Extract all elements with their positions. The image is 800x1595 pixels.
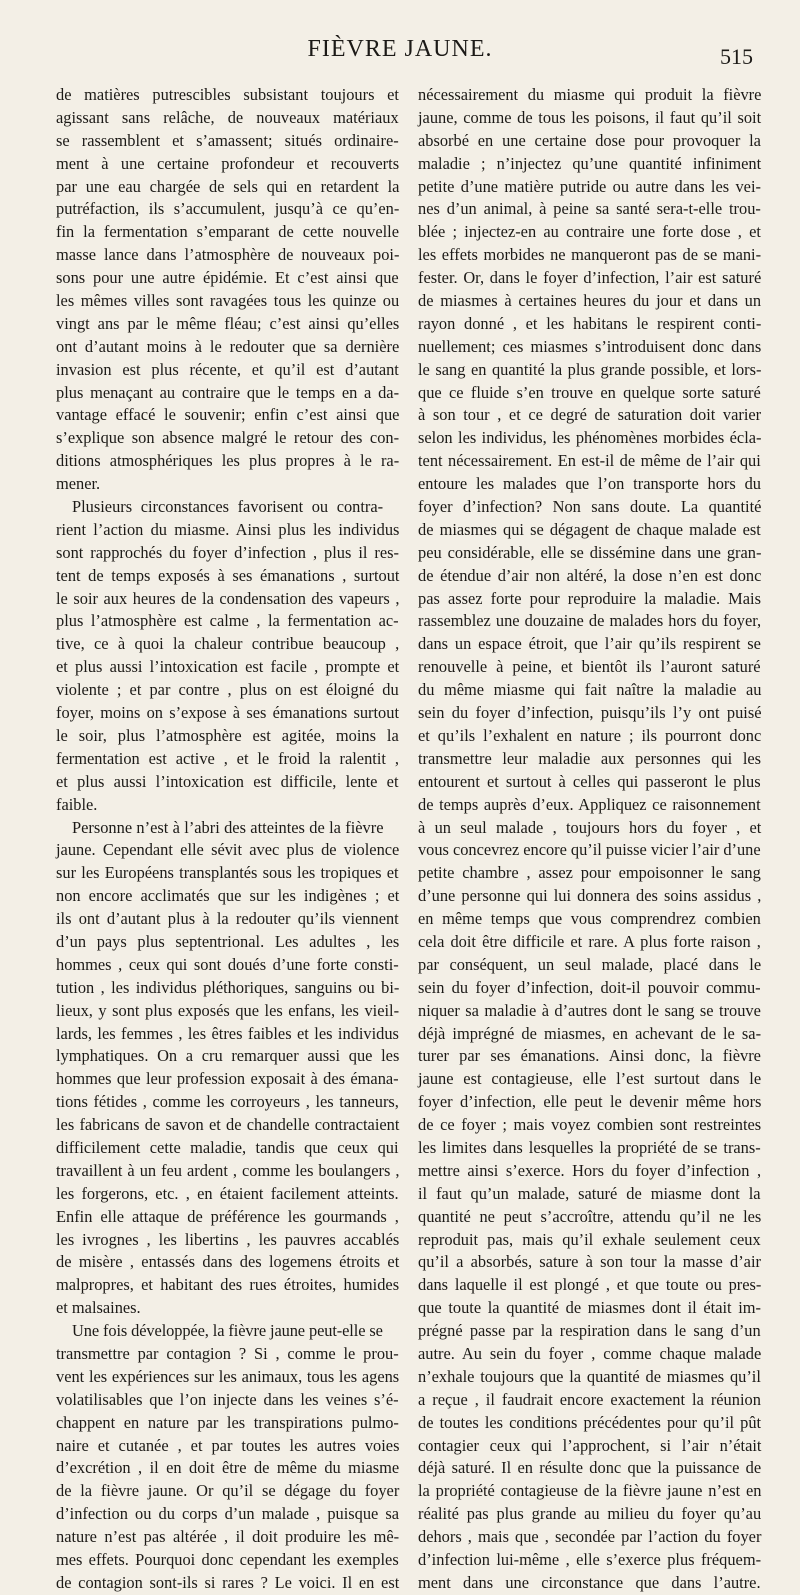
text-line: selon les individus, les phénomènes morbides écla- <box>418 428 762 448</box>
text-line: fin la fermentation s’emparant de cette nouvelle <box>56 222 400 242</box>
text-line: nuellement; ces miasmes s’introduisent donc dans <box>418 336 762 356</box>
text-line: plus menaçant au contraire que le temps en a da- <box>56 382 400 402</box>
text-line: reproduit pas, mais qu’il exhale seulement ceux <box>418 1229 761 1249</box>
text-line: les fabricans de savon et de chandelle contractaient <box>56 1115 400 1135</box>
text-line: lards, les femmes , les êtres faibles et les individus <box>56 1023 399 1043</box>
text-line: les effets morbides ne manqueront pas de se mani- <box>418 245 762 265</box>
text-line: que ce fluide s’en trouve en quelque sorte saturé <box>418 382 761 402</box>
text-line: foyer d’infection? Non sans doute. La quantité <box>418 497 762 517</box>
text-line: travaillent à un feu ardent , comme les boulangers , <box>56 1160 400 1180</box>
text-line: mettre ainsi s’exerce. Hors du foyer d’infection , <box>418 1160 762 1180</box>
text-line: de miasmes à certaines heures du jour et dans un <box>418 291 762 311</box>
text-line: la propriété contagieuse de la fièvre jaune n’est en <box>418 1481 762 1501</box>
text-line: malpropres, et habitant des rues étroites, humides <box>56 1275 400 1295</box>
text-line: ils ont d’autant plus à la redouter qu’ils viennent <box>56 909 399 929</box>
text-line: tions fétides , comme les corroyeurs , les tanneurs, <box>56 1092 399 1112</box>
text-line: de ce foyer ; mais voyez combien sont restreintes <box>418 1115 762 1135</box>
text-line: agissant sans relâche, de nouveaux matériaux <box>56 107 399 127</box>
text-line: Plusieurs circonstances favorisent ou contra- <box>72 497 384 517</box>
text-line: transmettre leur maladie aux personnes qui les <box>418 748 762 768</box>
text-line: de la fièvre jaune. Or qu’il se dégage du foyer <box>56 1481 400 1501</box>
text-line: les limites dans lesquelles la propriété de se trans- <box>418 1137 761 1157</box>
text-line: jaune, comme de tous les poisons, il faut qu’il soit <box>418 107 762 127</box>
text-line: le soir, plus l’atmosphère est agitée, moins la <box>56 725 399 745</box>
text-line: de contagion sont-ils si rares ? Le voici. Il en est <box>56 1572 400 1592</box>
text-line: renouvelle à peine, et bientôt ils l’auront saturé <box>418 657 761 677</box>
text-line: déjà imprégné de miasmes, en achevant de le sa- <box>418 1023 762 1043</box>
text-line: foyer, moins on s’expose à ses émanations surtout <box>56 703 400 723</box>
text-line: lymphatiques. On a cru remarquer aussi que les <box>56 1046 400 1066</box>
text-line: se rassemblent et s’amassent; situés ordinaire- <box>56 130 399 150</box>
text-line: a reçue , il faudrait encore exactement la réunion <box>418 1389 761 1409</box>
running-title: FIÈVRE JAUNE. <box>307 36 493 62</box>
text-line: ditions atmosphériques les plus propres à le ra- <box>56 451 400 471</box>
text-line: sons pour une autre épidémie. Et c’est ainsi que <box>56 268 399 288</box>
text-line: difficilement cette maladie, tandis que ceux qui <box>56 1137 399 1157</box>
text-line: hommes que leur profession exposait à des émana- <box>56 1069 399 1089</box>
text-line: sein du foyer d’infection, doit-il pouvoir commu- <box>418 977 761 997</box>
text-line: entoure les malades que l’on transporte hors du <box>418 474 761 494</box>
text-line: dehors , mais que , secondée par l’action du foyer <box>418 1527 762 1547</box>
text-line: nature n’est pas altérée , il doit produire les mê- <box>56 1527 400 1547</box>
text-line: nes d’un animal, à peine sa santé sera-t-elle trou- <box>418 199 761 219</box>
text-line: de misère , entassés dans des logemens étroits et <box>56 1252 400 1272</box>
text-line: foyer d’infection, elle peut le devenir même hors <box>418 1092 762 1112</box>
text-line: les forgerons, etc. , en étaient facilement atteints. <box>56 1183 399 1203</box>
text-line: à un seul malade , toujours hors du foyer , et <box>418 817 762 837</box>
text-line: vous concevrez encore qu’il puisse vicier l’air d’une <box>418 840 761 860</box>
text-line: dans un espace étroit, que l’air qu’ils respirent se <box>418 634 761 654</box>
text-line: quantité ne peut s’accroître, attendu qu’il ne les <box>418 1206 762 1226</box>
text-line: dans laquelle il est plongé , et que toute ou pres- <box>418 1275 762 1295</box>
text-line: le sang en quantité la plus grande possible, et lors- <box>418 359 762 379</box>
text-line: jaune est contagieuse, elle l’est surtout dans le <box>418 1069 762 1089</box>
text-line: le soir aux heures de la condensation des vapeurs , <box>56 588 400 608</box>
text-column-right <box>418 84 761 1595</box>
text-line: ment à une certaine profondeur et recouverts <box>56 153 400 173</box>
text-line: et plus aussi l’intoxication est difficile, lente et <box>56 771 399 791</box>
text-line: et malsaines. <box>56 1298 141 1318</box>
text-line: violente ; et par contre , plus on est éloigné du <box>56 680 399 700</box>
text-line: par une eau chargée de sels qui en retardent la <box>56 176 400 196</box>
text-line: fermentation est active , et le froid la ralentit , <box>56 748 399 768</box>
text-line: à son tour , et ce degré de saturation doit varier <box>418 405 762 425</box>
text-line: ont d’autant moins à le redouter que sa dernière <box>56 336 400 356</box>
text-line: d’infection lui-même , elle s’exerce plus fréquem- <box>418 1550 762 1569</box>
text-line: d’un pays plus septentrional. Les adultes , les <box>56 931 400 951</box>
text-line: qu’il a absorbés, sature à son tour la masse d’air <box>418 1252 761 1272</box>
text-line: les mêmes villes sont ravagées tous les quinze ou <box>56 291 400 311</box>
text-line: peu considérable, elle se dissémine dans une gran- <box>418 542 762 562</box>
text-line: mener. <box>56 474 101 494</box>
text-line: les ivrognes , les libertins , les pauvres accablés <box>56 1229 400 1249</box>
text-line: petite d’une matière putride ou autre dans les vei- <box>418 176 761 196</box>
text-line: contagier ceux qui l’approchent, si l’air n’était <box>418 1435 762 1455</box>
text-line: naire et cutanée , et par toutes les autres voies <box>56 1435 400 1455</box>
text-line: Une fois développée, la fièvre jaune peut-elle se <box>72 1321 383 1341</box>
text-line: de matières putrescibles subsistant toujours et <box>56 85 399 104</box>
text-line: niquer sa maladie à d’autres dont le sang se trouve <box>418 1000 761 1020</box>
text-line: chappent en nature par les transpirations pulmo- <box>56 1412 399 1432</box>
text-line: que toute la quantité de miasmes dont il était im- <box>418 1298 761 1318</box>
text-line: tent nécessairement. En est-il de même de l’air qui <box>418 451 761 471</box>
text-line: d’une personne qui lui donnera des soins assidus , <box>418 886 762 906</box>
text-line: prégné passe par la respiration dans le sang d’un <box>418 1321 761 1341</box>
text-line: non encore acclimatés que sur les indigènes ; et <box>56 886 400 906</box>
text-line: rassemblez une douzaine de malades hors du foyer, <box>418 611 762 631</box>
text-line: déjà saturé. Il en résulte donc que la puissance de <box>418 1458 762 1478</box>
text-line: de temps auprès d’eux. Appliquez ce raisonnement <box>418 794 761 814</box>
text-line: vingt ans par le même fléau; c’est ainsi qu’elles <box>56 313 400 333</box>
text-line: maladie ; n’injectez qu’une quantité infiniment <box>418 153 762 173</box>
text-line: tution , les individus pléthoriques, sanguins ou bi- <box>56 977 400 997</box>
text-line: de miasmes qui se dégagent de chaque malade est <box>418 519 761 539</box>
text-line: du même miasme qui fait naître la maladie au <box>418 680 762 700</box>
text-line: turer par ses émanations. Ainsi donc, la fièvre <box>418 1046 761 1066</box>
text-line: de toutes les conditions précédentes pour qu’il pût <box>418 1412 762 1432</box>
text-line: tent de temps exposés à ses émanations , surtout <box>56 565 400 585</box>
text-line: autre. Au sein du foyer , comme chaque malade <box>418 1343 762 1363</box>
text-line: fester. Or, dans le foyer d’infection, l’air est saturé <box>418 268 762 288</box>
text-line: petite chambre , assez pour empoisonner le sang <box>418 863 761 883</box>
text-line: vent les expériences sur les animaux, tous les agens <box>56 1366 400 1386</box>
text-line: de étendue d’air non altéré, la dose n’en est donc <box>418 565 762 585</box>
text-line: par conséquent, un seul malade, placé dans le <box>418 954 762 974</box>
text-line: entourent et surtout à celles qui passeront le plus <box>418 771 761 791</box>
text-line: absorbé en une certaine dose pour provoquer la <box>418 130 761 150</box>
text-line: hommes , ceux qui sont doués d’une forte consti- <box>56 954 399 974</box>
text-line: et plus aussi l’intoxication est facile , prompte et <box>56 657 400 677</box>
text-line: Personne n’est à l’abri des atteintes de la fièvre <box>72 817 384 837</box>
text-line: sont rapprochés du foyer d’infection , plus il res- <box>56 542 399 562</box>
text-line: vantage effacé le souvenir; enfin c’est ainsi que <box>56 405 400 425</box>
text-line: cela doit être difficile et rare. A plus forte raison , <box>418 931 761 951</box>
text-line: Enfin elle attaque de préférence les gourmands , <box>56 1206 399 1226</box>
text-column-left <box>56 84 399 1595</box>
page-number: 515 <box>720 44 753 69</box>
text-line: volatilisables que l’on injecte dans les veines s’é- <box>56 1389 399 1409</box>
text-line: d’excrétion , il en doit être de même du miasme <box>56 1458 400 1478</box>
text-line: rient l’action du miasme. Ainsi plus les individus <box>56 519 400 539</box>
text-line: réalité pas plus grande au milieu du foyer qu’au <box>418 1504 762 1524</box>
text-line: jaune. Cependant elle sévit avec plus de violence <box>56 840 400 860</box>
text-line: nécessairement du miasme qui produit la fièvre <box>418 85 762 104</box>
text-line: lieux, y sont plus exposés que les enfans, les vieil- <box>56 1000 400 1020</box>
text-line: s’explique son absence malgré le retour des con- <box>56 428 400 448</box>
text-line: faible. <box>56 794 98 814</box>
text-line: sein du foyer d’infection, puisqu’ils l’y ont puisé <box>418 703 762 723</box>
text-line: pas assez forte pour reproduire la maladie. Mais <box>418 588 761 608</box>
text-line: en même temps que vous comprendrez combien <box>418 909 761 929</box>
text-line: sur les Européens transplantés sous les tropiques et <box>56 863 399 883</box>
text-line: plus l’atmosphère est calme , la fermentation ac- <box>56 611 399 631</box>
text-line: et qu’ils l’exhalent en nature ; ils pourront donc <box>418 725 762 745</box>
text-line: rayon donné , et les habitans le respirent conti- <box>418 313 762 333</box>
text-line: mes effets. Pourquoi donc cependant les exemples <box>56 1550 399 1569</box>
text-line: tive, ce à quoi la chaleur contribue beaucoup , <box>56 634 400 654</box>
text-line: putréfaction, ils s’accumulent, jusqu’à ce qu’en- <box>56 199 400 219</box>
text-line: n’exhale toujours que la quantité de miasmes qu’il <box>418 1366 761 1386</box>
text-line: invasion est plus récente, et qu’il est d’autant <box>56 359 399 379</box>
text-line: il faut qu’un malade, saturé de miasme dont la <box>418 1183 761 1203</box>
text-line: blée ; injectez-en au contraire une forte dose , et <box>418 222 761 242</box>
text-line: d’infection ou du corps d’un malade , puisque sa <box>56 1504 400 1524</box>
text-line: ment dans une circonstance que dans l’autre. <box>418 1572 761 1592</box>
text-line: transmettre par contagion ? Si , comme le prou- <box>56 1343 399 1363</box>
text-line: masse lance dans l’atmosphère de nouveaux poi- <box>56 245 400 265</box>
